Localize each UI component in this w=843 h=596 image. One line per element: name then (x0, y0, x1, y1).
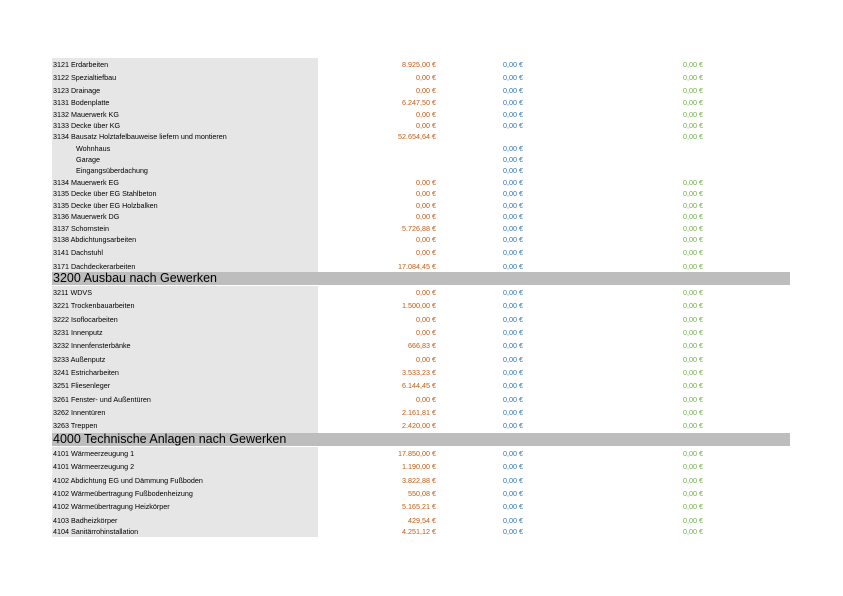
row-label: 3134 Mauerwerk EG (53, 178, 119, 187)
row-label: 3211 WDVS (53, 288, 93, 297)
amount-cell: 0,00 € (683, 189, 703, 198)
amount-cell: 0,00 € (416, 110, 436, 119)
amount-cell: 0,00 € (503, 408, 523, 417)
amount-cell: 0,00 € (683, 224, 703, 233)
amount-cell: 0,00 € (683, 368, 703, 377)
amount-cell: 0,00 € (683, 421, 703, 430)
amount-cell: 0,00 € (416, 288, 436, 297)
amount-cell: 0,00 € (503, 395, 523, 404)
row-label: 4102 Abdichtung EG und Dämmung Fußboden (53, 476, 203, 485)
row-label: 3231 Innenputz (53, 328, 103, 337)
amount-cell: 0,00 € (683, 527, 703, 536)
amount-cell: 6.247,50 € (402, 98, 436, 107)
amount-cell: 0,00 € (503, 462, 523, 471)
amount-cell: 0,00 € (683, 288, 703, 297)
amount-cell: 1.190,00 € (402, 462, 436, 471)
amount-cell: 0,00 € (416, 212, 436, 221)
amount-cell: 0,00 € (503, 288, 523, 297)
amount-cell: 0,00 € (503, 502, 523, 511)
amount-cell: 0,00 € (503, 381, 523, 390)
row-label: 4101 Wärmeerzeugung 2 (53, 462, 135, 471)
amount-cell: 0,00 € (683, 110, 703, 119)
amount-cell: 0,00 € (683, 73, 703, 82)
section-title: 4000 Technische Anlagen nach Gewerken (53, 432, 287, 446)
amount-cell: 2.161,81 € (402, 408, 436, 417)
amount-cell: 3.533,23 € (402, 368, 436, 377)
amount-cell: 0,00 € (683, 408, 703, 417)
amount-cell: 0,00 € (503, 110, 523, 119)
row-label: 3136 Mauerwerk DG (53, 212, 120, 221)
amount-cell: 0,00 € (683, 301, 703, 310)
amount-cell: 0,00 € (683, 212, 703, 221)
amount-cell: 0,00 € (683, 395, 703, 404)
amount-cell: 0,00 € (503, 178, 523, 187)
row-label: 3123 Drainage (53, 86, 101, 95)
amount-cell: 0,00 € (503, 73, 523, 82)
row-label: 3251 Fliesenleger (53, 381, 111, 390)
amount-cell: 0,00 € (683, 60, 703, 69)
row-label: 3171 Dachdeckerarbeiten (53, 262, 136, 271)
row-label: Eingangsüberdachung (76, 166, 148, 175)
amount-cell: 0,00 € (683, 341, 703, 350)
amount-cell: 0,00 € (503, 421, 523, 430)
amount-cell: 0,00 € (503, 201, 523, 210)
amount-cell: 0,00 € (683, 328, 703, 337)
amount-cell: 6.144,45 € (402, 381, 436, 390)
amount-cell: 550,08 € (408, 489, 436, 498)
row-label: 3262 Innentüren (53, 408, 106, 417)
row-label: Wohnhaus (76, 144, 111, 153)
amount-cell: 0,00 € (503, 121, 523, 130)
amount-cell: 8.925,00 € (402, 60, 436, 69)
row-label: 3263 Treppen (53, 421, 98, 430)
amount-cell: 1.500,00 € (402, 301, 436, 310)
amount-cell: 0,00 € (503, 262, 523, 271)
amount-cell: 429,54 € (408, 516, 436, 525)
amount-cell: 52.654,64 € (398, 132, 436, 141)
row-label: 4101 Wärmeerzeugung 1 (53, 449, 135, 458)
amount-cell: 0,00 € (503, 98, 523, 107)
row-label: 3121 Erdarbeiten (53, 60, 109, 69)
amount-cell: 0,00 € (416, 248, 436, 257)
amount-cell: 0,00 € (683, 449, 703, 458)
row-label: 3131 Bodenplatte (53, 98, 110, 107)
amount-cell: 0,00 € (416, 201, 436, 210)
amount-cell: 0,00 € (683, 315, 703, 324)
amount-cell: 0,00 € (683, 516, 703, 525)
amount-cell: 0,00 € (503, 86, 523, 95)
amount-cell: 0,00 € (683, 262, 703, 271)
amount-cell: 0,00 € (416, 86, 436, 95)
amount-cell: 0,00 € (416, 178, 436, 187)
amount-cell: 0,00 € (416, 328, 436, 337)
row-label: Garage (76, 155, 100, 164)
row-label: 4102 Wärmeübertragung Fußbodenheizung (53, 489, 193, 498)
row-label: 3221 Trockenbauarbeiten (53, 301, 135, 310)
row-label: 4104 Sanitärrohinstallation (53, 527, 139, 536)
row-label: 3133 Decke über KG (53, 121, 121, 130)
amount-cell: 0,00 € (416, 121, 436, 130)
row-label: 3134 Bausatz Holztafelbauweise liefern und montieren (53, 132, 227, 141)
row-label: 3141 Dachstuhl (53, 248, 103, 257)
amount-cell: 0,00 € (503, 155, 523, 164)
amount-cell: 17.850,00 € (398, 449, 436, 458)
amount-cell: 0,00 € (683, 502, 703, 511)
amount-cell: 0,00 € (503, 189, 523, 198)
amount-cell: 0,00 € (503, 166, 523, 175)
row-label: 3122 Spezialtiefbau (53, 73, 117, 82)
amount-cell: 0,00 € (416, 355, 436, 364)
amount-cell: 0,00 € (683, 121, 703, 130)
amount-cell: 0,00 € (683, 381, 703, 390)
amount-cell: 0,00 € (503, 355, 523, 364)
row-label: 3132 Mauerwerk KG (53, 110, 119, 119)
amount-cell: 0,00 € (683, 489, 703, 498)
amount-cell: 0,00 € (416, 73, 436, 82)
amount-cell: 0,00 € (683, 462, 703, 471)
amount-cell: 0,00 € (503, 248, 523, 257)
amount-cell: 2.420,00 € (402, 421, 436, 430)
amount-cell: 0,00 € (683, 355, 703, 364)
amount-cell: 4.251,12 € (402, 527, 436, 536)
amount-cell: 0,00 € (503, 235, 523, 244)
amount-cell: 17.084,45 € (398, 262, 436, 271)
row-label: 3232 Innenfensterbänke (53, 341, 131, 350)
row-label: 3137 Schornstein (53, 224, 109, 233)
amount-cell: 0,00 € (683, 476, 703, 485)
section-title: 3200 Ausbau nach Gewerken (53, 271, 218, 285)
amount-cell: 5.726,88 € (402, 224, 436, 233)
amount-cell: 0,00 € (416, 395, 436, 404)
amount-cell: 0,00 € (416, 315, 436, 324)
amount-cell: 0,00 € (503, 516, 523, 525)
amount-cell: 0,00 € (503, 328, 523, 337)
amount-cell: 0,00 € (683, 235, 703, 244)
amount-cell: 0,00 € (503, 476, 523, 485)
amount-cell: 0,00 € (683, 248, 703, 257)
amount-cell: 0,00 € (503, 341, 523, 350)
amount-cell: 0,00 € (683, 86, 703, 95)
row-label: 4102 Wärmeübertragung Heizkörper (53, 502, 170, 511)
row-label: 3233 Außenputz (53, 355, 106, 364)
row-label: 3138 Abdichtungsarbeiten (53, 235, 137, 244)
amount-cell: 0,00 € (503, 224, 523, 233)
amount-cell: 3.822,88 € (402, 476, 436, 485)
amount-cell: 0,00 € (503, 315, 523, 324)
row-label: 3222 Isoflocarbeiten (53, 315, 118, 324)
amount-cell: 666,83 € (408, 341, 436, 350)
row-label: 3135 Decke über EG Holzbalken (53, 201, 158, 210)
amount-cell: 0,00 € (683, 178, 703, 187)
amount-cell: 0,00 € (503, 301, 523, 310)
amount-cell: 0,00 € (503, 489, 523, 498)
amount-cell: 0,00 € (683, 201, 703, 210)
row-label: 3241 Estricharbeiten (53, 368, 119, 377)
amount-cell: 0,00 € (503, 60, 523, 69)
row-label: 3135 Decke über EG Stahlbeton (53, 189, 157, 198)
amount-cell: 0,00 € (503, 212, 523, 221)
amount-cell: 0,00 € (416, 189, 436, 198)
amount-cell: 0,00 € (683, 98, 703, 107)
amount-cell: 0,00 € (416, 235, 436, 244)
amount-cell: 0,00 € (503, 368, 523, 377)
amount-cell: 5.165,21 € (402, 502, 436, 511)
row-label: 4103 Badheizkörper (53, 516, 118, 525)
row-label: 3261 Fenster- und Außentüren (53, 395, 151, 404)
amount-cell: 0,00 € (503, 449, 523, 458)
amount-cell: 0,00 € (503, 527, 523, 536)
amount-cell: 0,00 € (503, 144, 523, 153)
amount-cell: 0,00 € (683, 132, 703, 141)
